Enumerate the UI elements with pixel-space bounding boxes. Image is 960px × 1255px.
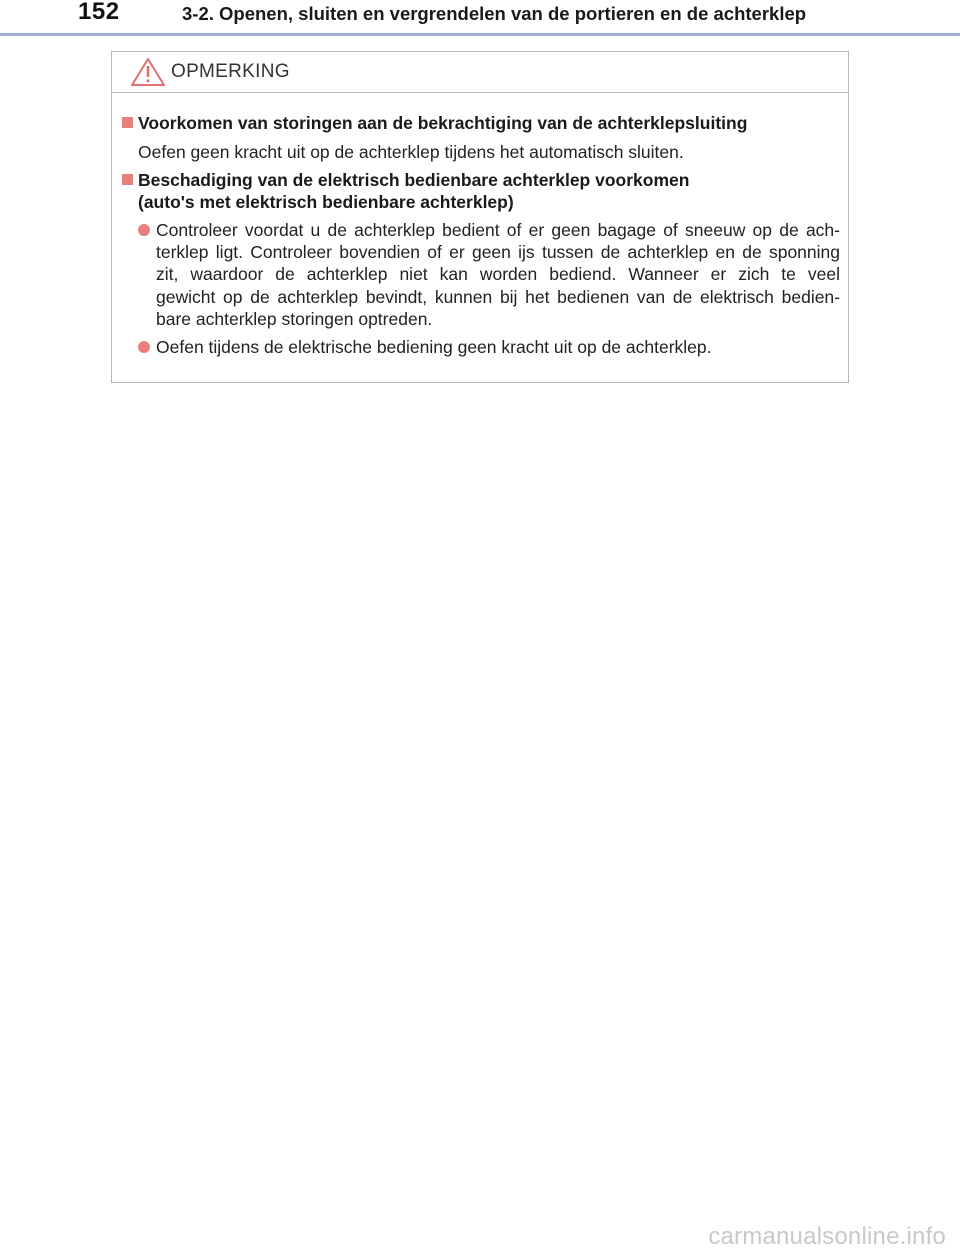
bullet1-line3: zit, waardoor de achterklep niet kan worden bediend. Wanneer er zich te veel <box>156 264 840 285</box>
dot-bullet-icon <box>138 224 150 236</box>
watermark: carmanualsonline.info <box>708 1223 946 1250</box>
bullet1-line1: Controleer voordat u de achterklep bedient of er geen bagage of sneeuw op de ach- <box>156 220 840 240</box>
square-bullet-icon <box>122 117 133 128</box>
notice-header <box>112 52 848 93</box>
section2-heading-line1: Beschadiging van de elektrisch bedienbare achterklep voorkomen <box>138 170 690 190</box>
section2-heading <box>122 169 689 191</box>
page-number: 152 <box>78 0 120 25</box>
notice-box <box>111 51 849 383</box>
section1-heading <box>122 112 747 134</box>
bullet1-line4: gewicht op de achterklep bevindt, kunnen bij het bedienen van de elektrisch bedien- <box>156 286 840 307</box>
header-rule <box>0 33 960 36</box>
section1-heading-text: Voorkomen van storingen aan de bekrachtiging van de achterklepsluiting <box>138 113 748 133</box>
section1-text: Oefen geen kracht uit op de achterklep tijdens het automatisch sluiten. <box>138 142 684 162</box>
warning-triangle-icon <box>130 57 166 87</box>
section2-heading-line2: (auto's met elektrisch bedienbare achterklep) <box>138 192 514 212</box>
bullet-item-2 <box>138 336 840 358</box>
bullet2-text: Oefen tijdens de elektrische bediening geen kracht uit op de achterklep. <box>156 337 712 357</box>
bullet1-line2: terklep ligt. Controleer bovendien of er geen ijs tussen de achterklep en de sponning <box>156 242 840 263</box>
running-header: 3-2. Openen, sluiten en vergrendelen van de portieren en de achterklep <box>182 3 807 24</box>
bullet-item-1 <box>138 219 840 330</box>
dot-bullet-icon <box>138 341 150 353</box>
bullet1-line5: bare achterklep storingen optreden. <box>156 308 433 329</box>
square-bullet-icon <box>122 174 133 185</box>
notice-title: OPMERKING <box>171 61 290 82</box>
